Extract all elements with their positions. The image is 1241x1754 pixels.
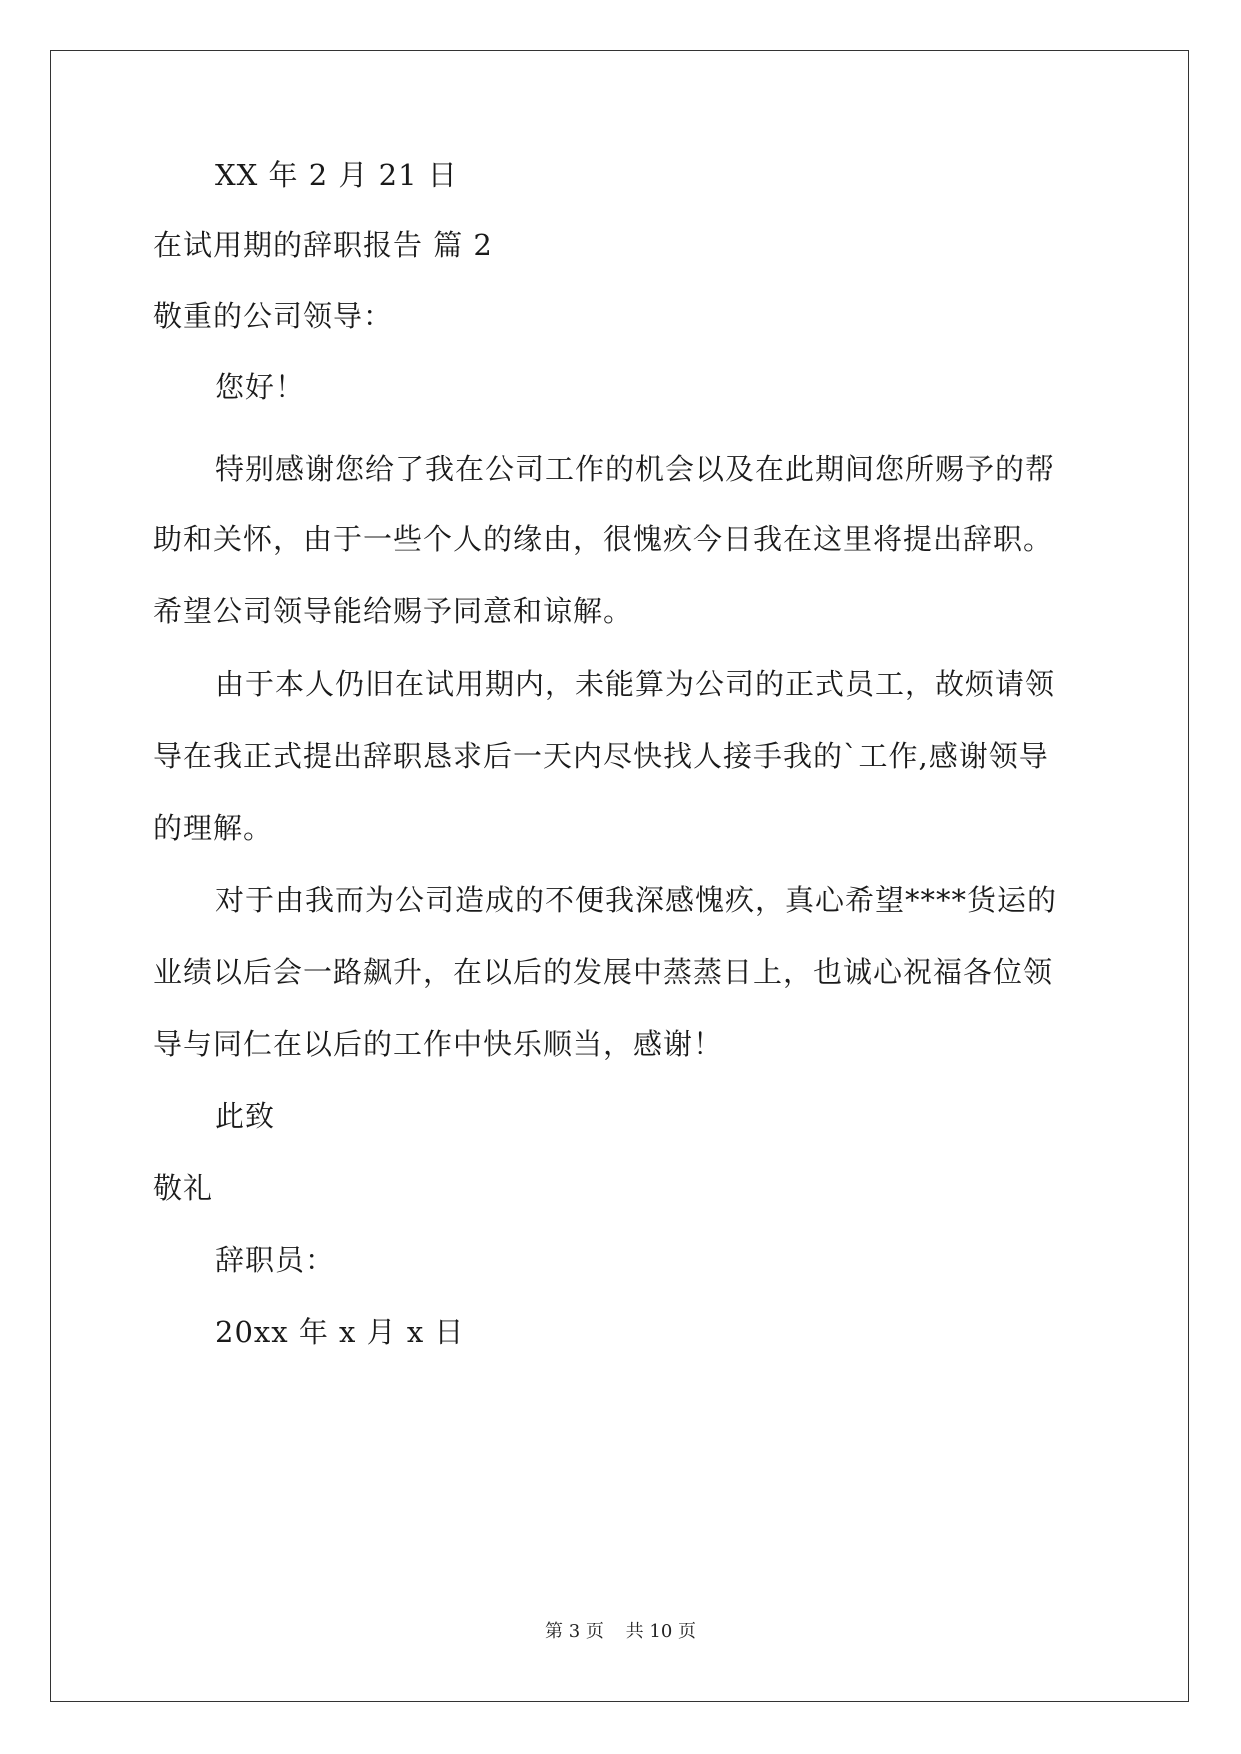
closing-ci-zhi: 此致	[215, 1099, 276, 1133]
signature-date: 20xx 年 x 月 x 日	[215, 1315, 465, 1349]
paragraph-3-line-3: 导与同仁在以后的工作中快乐顺当，感谢！	[153, 1027, 724, 1061]
paragraph-1-line-2: 助和关怀，由于一些个人的缘由，很愧疚今日我在这里将提出辞职。	[153, 522, 1054, 556]
page-number-total: 共 10 页	[625, 1621, 696, 1642]
salutation: 敬重的公司领导：	[153, 299, 394, 333]
paragraph-1-line-3: 希望公司领导能给赐予同意和谅解。	[153, 594, 634, 628]
paragraph-1-line-1: 特别感谢您给了我在公司工作的机会以及在此期间您所赐予的帮	[215, 452, 1056, 486]
paragraph-3-line-2: 业绩以后会一路飙升，在以后的发展中蒸蒸日上，也诚心祝福各位领	[153, 955, 1054, 989]
greeting: 您好！	[215, 370, 306, 404]
document-title: 在试用期的辞职报告 篇 2	[153, 228, 493, 262]
paragraph-2-line-3: 的理解。	[153, 811, 274, 845]
page-number-current: 第 3 页	[545, 1621, 604, 1642]
page-footer	[0, 1620, 1241, 1644]
signature-label: 辞职员：	[215, 1243, 336, 1277]
paragraph-3-line-1: 对于由我而为公司造成的不便我深感愧疚，真心希望****货运的	[215, 883, 1058, 917]
closing-jing-li: 敬礼	[153, 1171, 214, 1205]
paragraph-2-line-1: 由于本人仍旧在试用期内，未能算为公司的正式员工，故烦请领	[215, 667, 1056, 701]
date-line: XX 年 2 月 21 日	[215, 158, 458, 192]
paragraph-2-line-2: 导在我正式提出辞职恳求后一天内尽快找人接手我的`工作,感谢领导	[153, 739, 1049, 773]
